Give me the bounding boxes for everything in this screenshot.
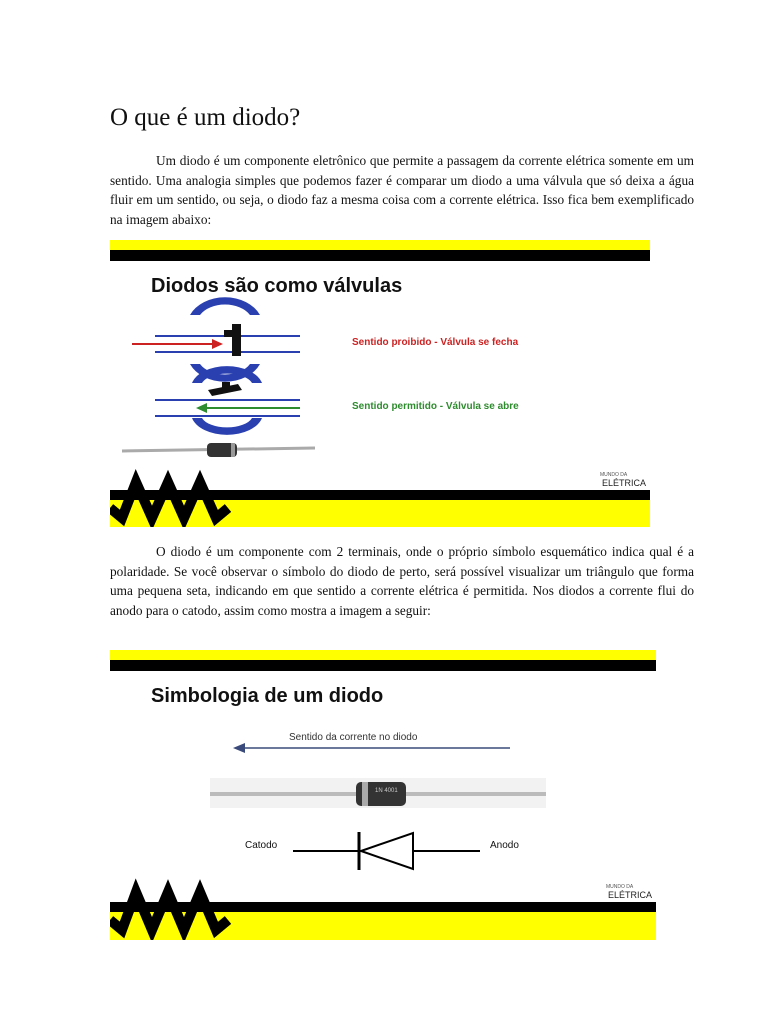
top-black-stripe-2 [110, 660, 656, 671]
diode-photo-icon [122, 443, 315, 457]
figure-valve-analogy [110, 240, 650, 527]
anode-label: Anodo [490, 840, 519, 851]
green-arrow-icon [196, 403, 300, 413]
top-yellow-stripe-2 [110, 650, 656, 660]
diode-photo-icon-2 [210, 778, 546, 808]
top-yellow-stripe [110, 240, 650, 250]
current-label: Sentido da corrente no diodo [289, 732, 418, 743]
red-arrow-icon [132, 339, 223, 349]
cathode-label: Catodo [245, 840, 278, 851]
paragraph-intro [110, 151, 694, 229]
paragraph-diode-symbol-text: O diodo é um componente com 2 terminais, onde o próprio símbolo esquemático indica qual é a polaridade. Se você observar o símbolo do diodo de perto, será possível visualizar um triângulo que forma uma pequena seta, indicando em que sentido a corrente elétrica é permitida. Nos diodos a corrente flui do anodo para o catodo, assim como mostra a imagem a seguir: [110, 544, 694, 618]
diode-marking: 1N 4001 [375, 788, 398, 794]
figure1-heading: Diodos são como válvulas [151, 275, 403, 297]
brand-small-2: MUNDO DA [606, 884, 634, 890]
figure2-heading: Simbologia de um diodo [151, 685, 384, 707]
figure-diode-symbology [110, 650, 656, 940]
top-black-stripe [110, 250, 650, 261]
brand-logo: ELÉTRICA [602, 478, 647, 488]
brand-small: MUNDO DA [600, 472, 628, 478]
page-title: O que é um diodo? [110, 104, 301, 131]
paragraph-diode-symbol [110, 542, 694, 620]
current-direction-arrow-icon [233, 743, 510, 753]
paragraph-intro-text: Um diodo é um componente eletrônico que permite a passagem da corrente elétrica somente em um sentido. Uma analogia simples que podemos fazer é comparar um diodo a uma válvula que só deixa a água fluir em um sentido, ou seja, o diodo faz a mesma coisa com a corrente elétrica. Isso fica bem exemplificado na imagem abaixo: [110, 153, 694, 227]
brand-logo-2: ELÉTRICA [608, 890, 653, 900]
label-allowed: Sentido permitido - Válvula se abre [352, 401, 519, 412]
label-blocked: Sentido proibido - Válvula se fecha [352, 337, 519, 348]
diode-symbol-icon [293, 832, 480, 870]
